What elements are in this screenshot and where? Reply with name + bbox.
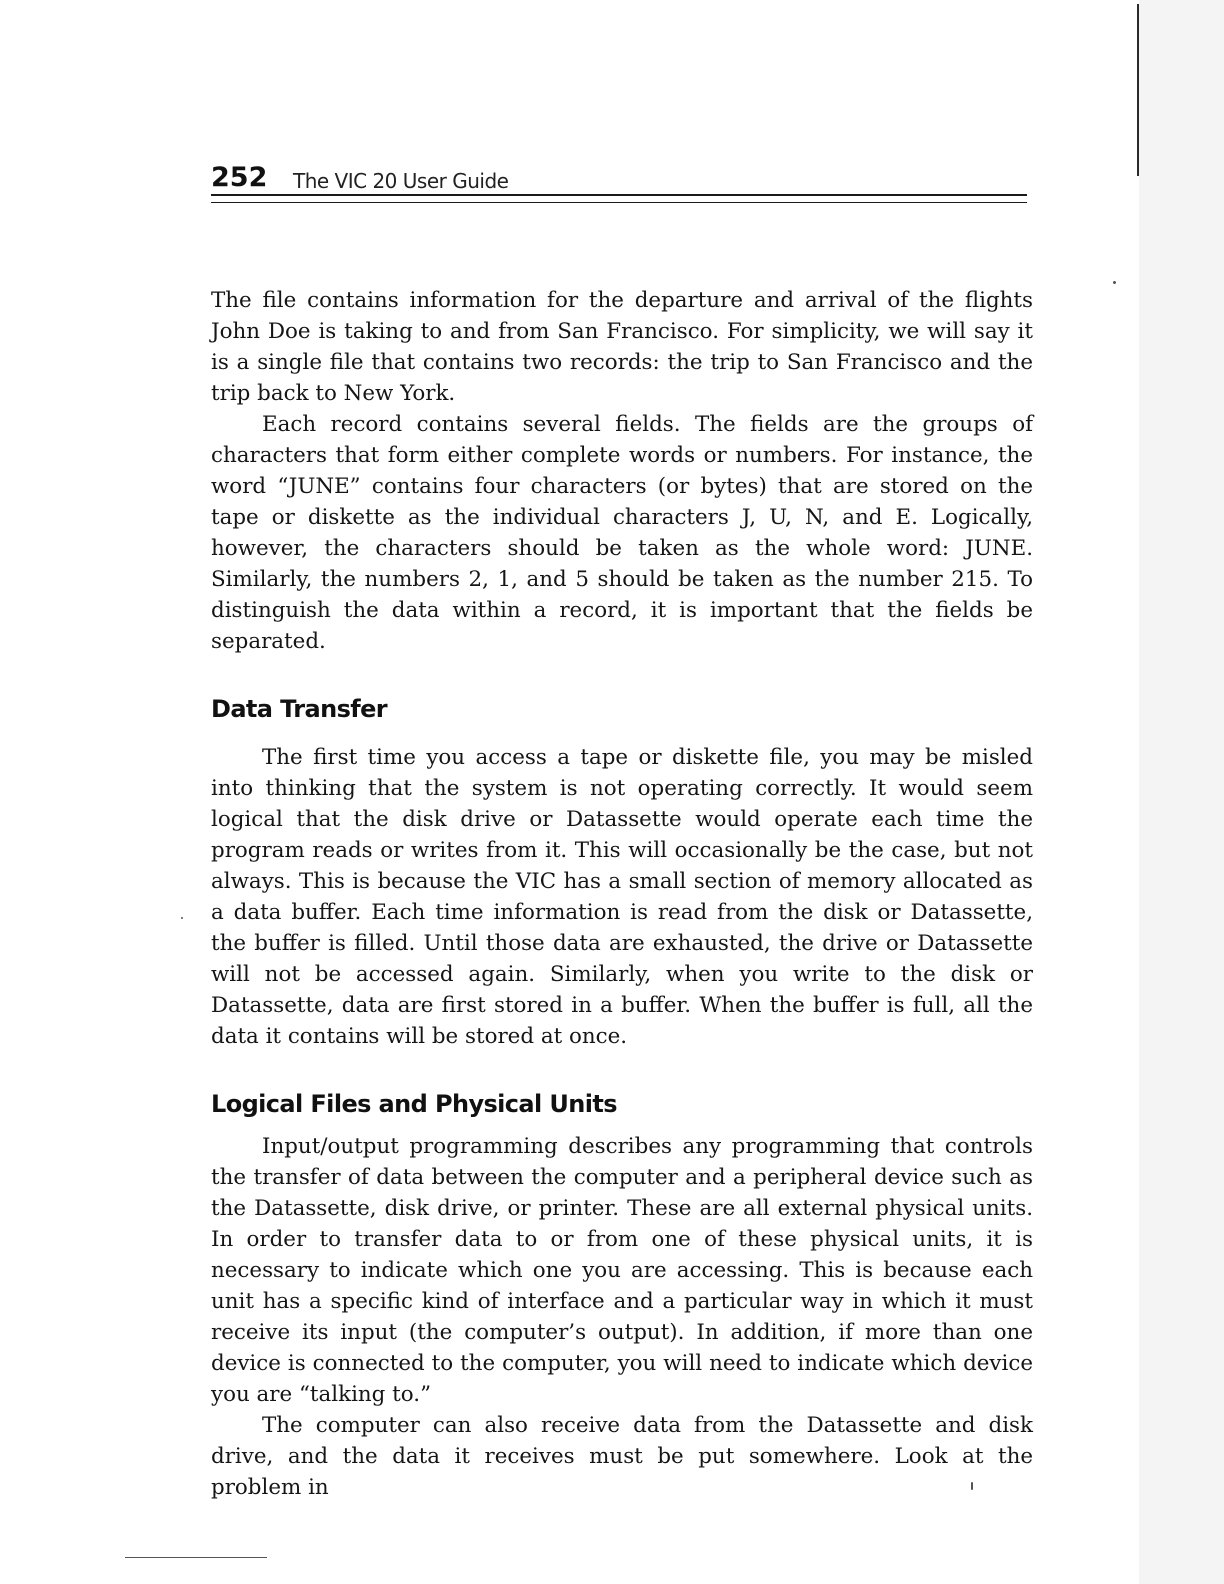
spacer — [211, 657, 1033, 694]
header-rule-thin — [211, 202, 1027, 203]
page-body — [211, 285, 1033, 1503]
page-number: 252 — [211, 162, 268, 193]
scan-speck — [1113, 281, 1116, 284]
scan-margin-shade — [1139, 0, 1224, 1584]
paragraph: The computer can also receive data from the Datassette and disk drive, and the data it receives must be put somewhere. Look at the problem in — [211, 1413, 1033, 1500]
scan-edge-line — [1137, 4, 1139, 176]
paragraph: The file contains information for the departure and arrival of the flights John Doe is taking to and from San Francisco. For simplicity, we will say it is a single file that contains two records: the trip to San Francisco and the trip back to New York. — [211, 288, 1033, 406]
running-title: The VIC 20 User Guide — [293, 169, 509, 193]
paragraph: The first time you access a tape or diskette file, you may be misled into thinking that the system is not operating correctly. It would seem logical that the disk drive or Datassette would operate each time the program reads or writes from it. This will occasionally be the case, but not always. This is because the VIC has a small section of memory allocated as a data buffer. Each time information is read from the disk or Datassette, the buffer is filled. Until those data are exhausted, the drive or Datassette will not be accessed again. Similarly, when you write to the disk or Datassette, data are first stored in a buffer. When the buffer is full, all the data it contains will be stored at once. — [211, 745, 1033, 1049]
paragraph: Input/output programming describes any programming that controls the transfer of data between the computer and a peripheral device such as the Datassette, disk drive, or printer. These are all external physical units. In order to transfer data to or from one of these physical units, it is necessary to indicate which one you are accessing. This is because each unit has a specific kind of interface and a particular way in which it must receive its input (the computer’s output). In addition, if more than one device is connected to the computer, you will need to indicate which device you are “talking to.” — [211, 1134, 1033, 1407]
header-rule-thick — [211, 194, 1027, 196]
spacer — [211, 1052, 1033, 1089]
paragraph: Each record contains several fields. The fields are the groups of characters that form either complete words or numbers. For instance, the word “JUNE” contains four characters (or bytes) that are stored on the tape or diskette as the individual characters J, U, N, and E. Logically, however, the characters should be taken as the whole word: JUNE. Similarly, the numbers 2, 1, and 5 should be taken as the number 215. To distinguish the data within a record, it is important that the fields be separated. — [211, 412, 1033, 654]
spacer — [211, 724, 1033, 742]
spacer — [211, 1119, 1033, 1131]
scan-speck — [181, 917, 183, 919]
section-heading-data-transfer: Data Transfer — [211, 695, 388, 723]
section-heading-logical-files: Logical Files and Physical Units — [211, 1090, 617, 1118]
scan-artifact-line — [125, 1557, 267, 1558]
